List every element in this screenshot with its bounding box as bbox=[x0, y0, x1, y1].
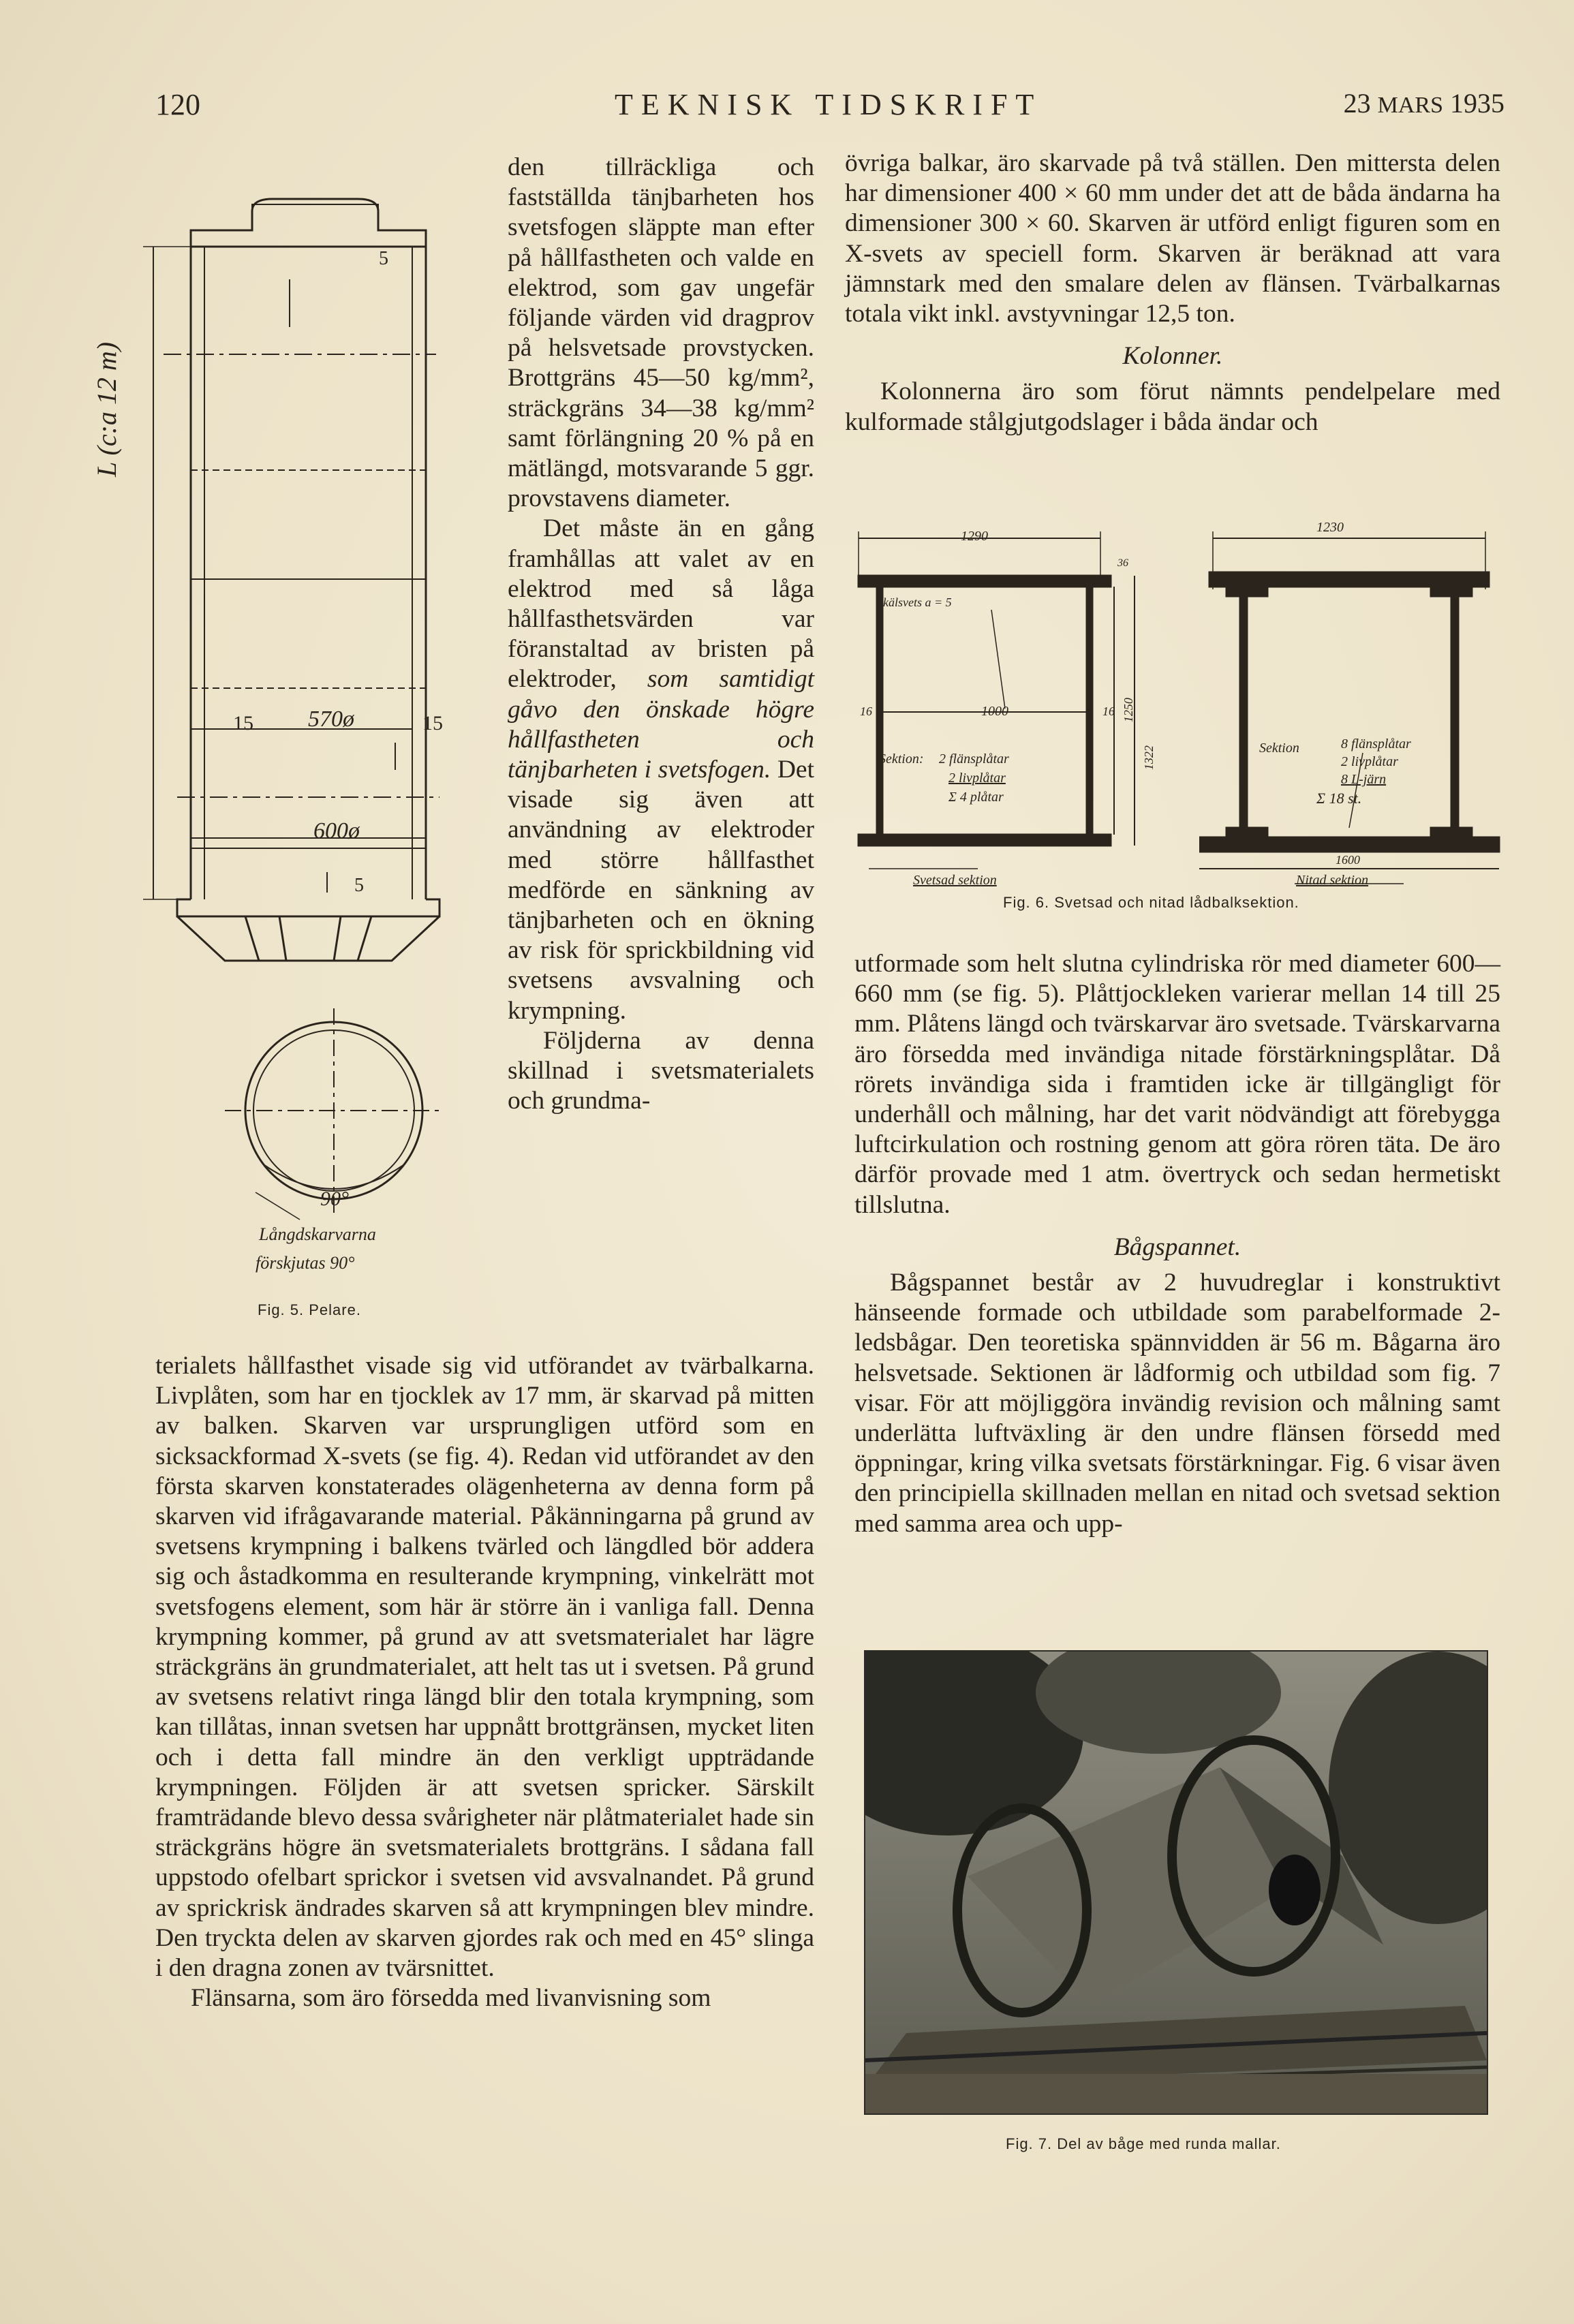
text-bagspannet-p1: Bågspannet består av 2 huvudreglar i konstruktivt hänseende formade och utbildade som parabelformade 2-ledsbågar. Den teoretiska spännvidden är 56 m. Bågarna äro helsvetsade. Sektionen är lådformig och utbildad som fig. 7 visar. För att möjliggöra invändig revision och målning samt underlätta luftväxling är den undre flänsen försedd med öppningar, kring vilka svetsats förstärkningar. Fig. 6 visar även den principiella skillnaden mellan en nitad och svetsad sektion med samma area och upp- bbox=[854, 1269, 1500, 1538]
issue-date bbox=[1344, 87, 1504, 119]
fig6-dim-1290: 1290 bbox=[961, 529, 988, 544]
date-year: 1935 bbox=[1450, 88, 1504, 119]
text-kolonner-p2: utformade som helt slutna cylindriska rör med diameter 600—660 mm (se fig. 5). Plåttjockleken varierar mellan 14 till 25 mm. Plåtens längd och tvärskarvar äro svetsade. Tvärskarvarna äro försedda med invändiga nitade förstärkningsplåtar. Då rörets invändiga sida i framtiden icke är tillgängligt för underhåll och målning, har det varit nödvändigt att förebygga luftcirkulation och rostning genom att göra rören täta. De äro därför provade med 1 atm. övertryck och sedan hermetiskt tillslutna. bbox=[854, 950, 1500, 1219]
date-day: 23 bbox=[1343, 88, 1371, 119]
fig5-label-15-left: 15 bbox=[233, 712, 253, 734]
fig6-dim-1322: 1322 bbox=[1141, 745, 1156, 771]
text-mid-p2-a: Det måste än en gång framhållas att valet av en elektrod med så låga hållfasthetsvärden var föranstaltad av bristen på elektroder, bbox=[508, 514, 814, 694]
column-right-middle bbox=[854, 949, 1500, 1539]
fig6-left-name: Svetsad sektion bbox=[913, 873, 997, 888]
fig7-caption: Fig. 7. Del av båge med runda mallar. bbox=[1006, 2135, 1281, 2152]
fig6-right-item-1: 8 flänsplåtar bbox=[1341, 737, 1411, 752]
fig6-left-section-label: Sektion: bbox=[879, 752, 924, 766]
fig6-dim-1230: 1230 bbox=[1316, 520, 1344, 535]
text-mid-p2-b: Det visade sig även att användning av elektroder med större hållfasthet medförde en sänkning av tänjbarheten och en ökning av risk för sprickbildning vid svetsens avsvalning och krympning. bbox=[508, 756, 814, 1025]
page-number: 120 bbox=[155, 88, 200, 121]
fig6-right-item-2: 2 livplåtar bbox=[1341, 754, 1398, 769]
fig6-dim-16-right: 16 bbox=[1102, 704, 1115, 718]
fig6-right-section-label: Sektion bbox=[1259, 741, 1299, 756]
text-mid-p3: Följderna av denna skillnad i svetsmaterialets och grundma- bbox=[508, 1026, 814, 1115]
text-right-p1: övriga balkar, äro skarvade på två ställen. Den mittersta delen har dimensioner 400 × 60 mm under det att de båda ändarna ha dimensioner 300 × 60. Skarven är utförd enligt figuren som en X-svets av speciell form. Skarven är beräknad att vara jämnstark med den smalare delen av flänsen. Tvärbalkarnas totala vikt inkl. avstyvningar 12,5 ton. bbox=[845, 149, 1500, 328]
column-left-lower bbox=[155, 1351, 814, 2013]
fig6-left-item-3: Σ 4 plåtar bbox=[948, 790, 1004, 805]
fig6-dim-1250: 1250 bbox=[1121, 698, 1135, 723]
date-month: MARS bbox=[1377, 93, 1443, 118]
text-mid-p1: den tillräckliga och fastställda tänjbarheten hos svetsfogen släppte man efter på hållfastheten och valde en elektrod, som gav ungefär följande värden vid dragprov på helsvetsade provstycken. Brottgräns 45—50 kg/mm², sträckgräns 34—38 kg/mm² samt förlängning 20 % på en mätlängd, motsvarande 5 ggr. provstavens diameter. bbox=[508, 153, 814, 513]
fig5-offset-label: förskjutas 90° bbox=[256, 1253, 355, 1273]
fig6-left-item-2: 2 livplåtar bbox=[948, 771, 1006, 786]
column-middle bbox=[508, 153, 814, 1117]
fig5-caption: Fig. 5. Pelare. bbox=[258, 1301, 361, 1318]
journal-title: TEKNISK TIDSKRIFT bbox=[615, 88, 1043, 121]
column-right-top bbox=[845, 149, 1500, 437]
fig6-left-item-1: 2 flänsplåtar bbox=[939, 752, 1009, 766]
text-kolonner-p1: Kolonnerna äro som förut nämnts pendelpelare med kulformade stålgjutgodslager i båda ändar och bbox=[845, 377, 1500, 436]
text-left-body: terialets hållfasthet visade sig vid utförandet av tvärbalkarna. Livplåten, som har en tjocklek av 17 mm, är skarvad på mitten av balken. Skarven var ursprungligen utförd som en sicksackformad X-svets (se fig. 4). Redan vid utförandet av den första skarven konstaterades olägenheterna av denna form på skarven vid ifrågavarande material. Påkänningarna på grund av svetsens krympning i balkens tvärled och längdled bör addera sig och åstadkomma en resulterande krympning, vinkelrätt mot svetsfogens element, som här är större än i vanliga fall. Denna krympning kommer, på grund av att svetsmaterialet har lägre sträckgräns än grundmaterialet, att helt tas ut i svetsen. På grund av svetsens relativt ringa längd blir den totala krympning, som kan tillåtas, innan svetsen har uppnått brottgränsen, mycket liten och i detta fall mindre än den verkligt uppträdande krympningen. Följden är att svetsen spricker. Särskilt framträdande blevo dessa svårigheter när plåtmaterialet hade sin sträckgräns högre än svetsmaterialets brottgräns. I sådana fall uppstodo ofelbart sprickor i svetsen vid avsvalnandet. På grund av sprickrisk ändrades skarven så att krympningen blev mindre. Den tryckta delen av skarven gjordes rak och med en 45° slinga i den dragna zonen av tvärsnittet. bbox=[155, 1352, 814, 1983]
heading-bagspannet: Bågspannet. bbox=[1113, 1233, 1241, 1261]
fig6-right-name: Nitad sektion bbox=[1296, 873, 1369, 888]
fig5-seam-label: Långdskarvarna bbox=[259, 1224, 376, 1244]
fig6-caption: Fig. 6. Svetsad och nitad lådbalksektion. bbox=[1003, 894, 1299, 911]
fig5-length-label: L (c:a 12 m) bbox=[91, 341, 122, 477]
text-mid-p2 bbox=[508, 514, 814, 1025]
fig6-right-item-3: 8 L-järn bbox=[1341, 772, 1387, 787]
text-mid-p2-italic: som samtidigt gåvo den önskade högre hållfastheten och tänjbarheten i svetsfogen. bbox=[508, 665, 814, 784]
fig5-label-600: 600ø bbox=[313, 818, 360, 843]
fig7-photo bbox=[864, 1650, 1488, 2115]
fig6-dim-16-left: 16 bbox=[860, 704, 872, 718]
fig5-label-15-right: 15 bbox=[422, 712, 443, 734]
heading-kolonner: Kolonner. bbox=[1122, 342, 1223, 371]
fig6-dim-1600: 1600 bbox=[1336, 853, 1360, 867]
fig6-weld-label: kälsvets a = 5 bbox=[883, 595, 952, 609]
fig6-right-item-4: Σ 18 st. bbox=[1316, 790, 1362, 807]
fig5-angle-label: 90° bbox=[320, 1188, 349, 1210]
fig6-riveted-section bbox=[1199, 528, 1513, 889]
text-left-last: Flänsarna, som äro försedda med livanvisning som bbox=[191, 1984, 711, 2013]
fig5-label-5-top: 5 bbox=[379, 248, 388, 269]
fig5-label-5-bottom: 5 bbox=[354, 875, 364, 896]
fig5-label-570: 570ø bbox=[308, 707, 354, 732]
fig6-dim-1000: 1000 bbox=[981, 704, 1008, 719]
fig6-dim-36: 36 bbox=[1117, 557, 1128, 569]
